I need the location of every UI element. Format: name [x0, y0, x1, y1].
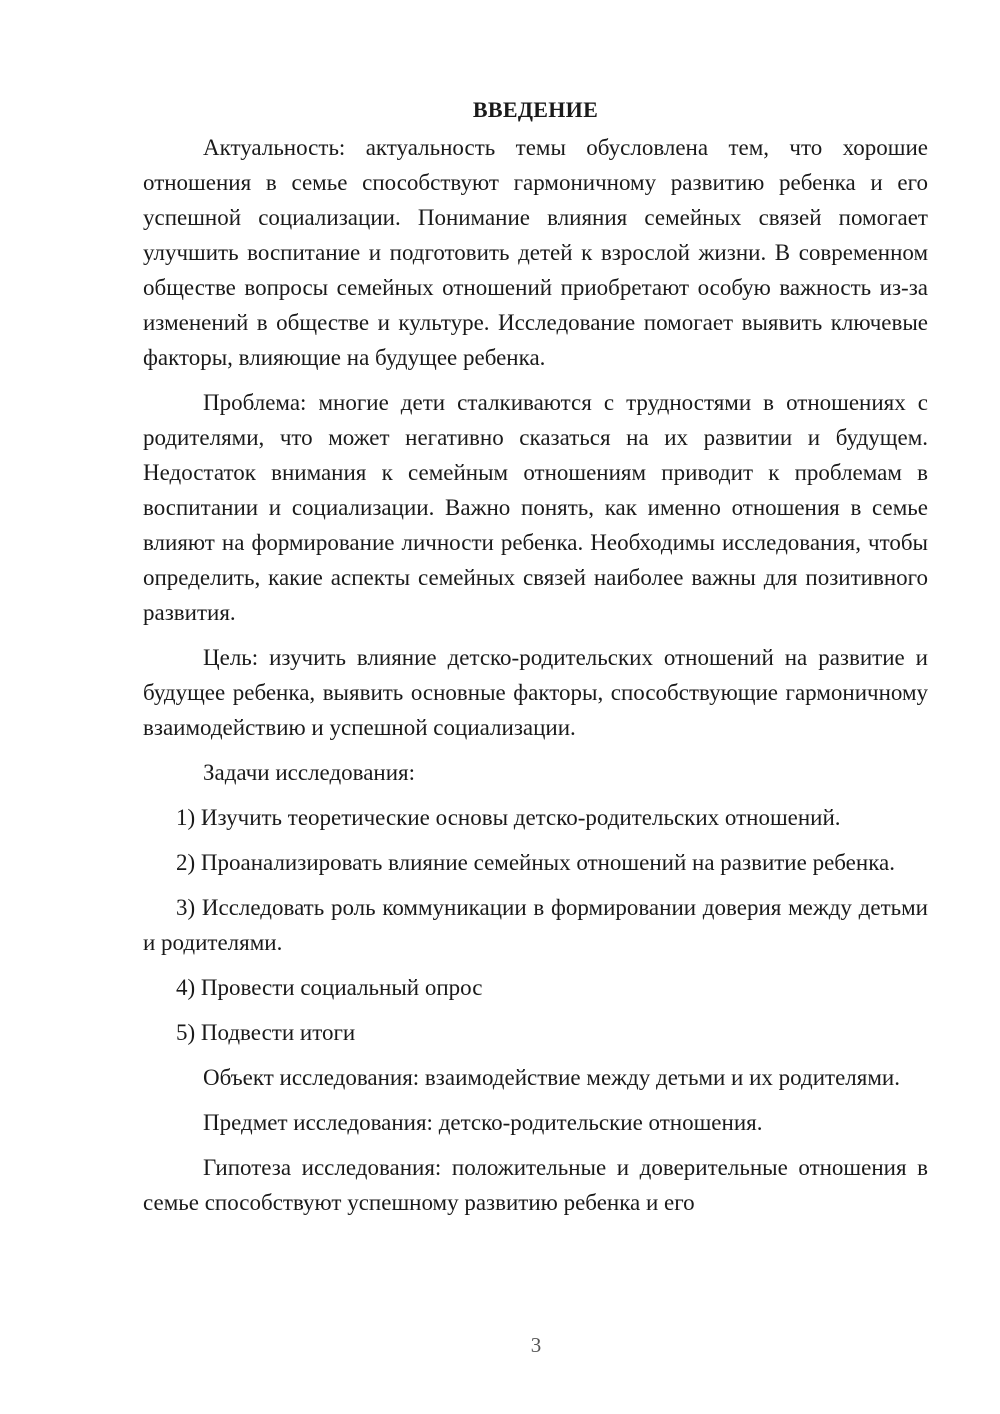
paragraph-problem: Проблема: многие дети сталкиваются с трудностями в отношениях с родителями, что может негативно сказаться на их развитии и будущем. Недостаток внимания к семейным отношениям приводит к проблемам в воспитании и социализации. Важно понять, как именно отношения в семье влияют на формирование личности ребенка. Необходимы исследования, чтобы определить, какие аспекты семейных связей наиболее важны для позитивного развития. [143, 390, 928, 625]
page-number: 3 [530, 1333, 542, 1357]
paragraph-relevance: Актуальность: актуальность темы обусловлена тем, что хорошие отношения в семье способствуют гармоничному развитию ребенка и его успешной социализации. Понимание влияния семейных связей помогает улучшить воспитание и подготовить детей к взрослой жизни. В современном обществе вопросы семейных отношений приобретают особую важность из-за изменений в обществе и культуре. Исследование помогает выявить ключевые факторы, влияющие на будущее ребенка. [143, 135, 928, 370]
task-item-4: 4) Провести социальный опрос [176, 975, 483, 1000]
task-item-1: 1) Изучить теоретические основы детско-родительских отношений. [176, 805, 841, 830]
paragraph-tasks-heading: Задачи исследования: [203, 760, 416, 785]
paragraph-goal: Цель: изучить влияние детско-родительских отношений на развитие и будущее ребенка, выявить основные факторы, способствующие гармоничному взаимодействию и успешной социализации. [143, 645, 928, 740]
section-title: ВВЕДЕНИЕ [472, 97, 599, 122]
paragraph-hypothesis: Гипотеза исследования: положительные и доверительные отношения в семье способствуют успешному развитию ребенка и его [143, 1155, 928, 1215]
task-item-2: 2) Проанализировать влияние семейных отношений на развитие ребенка. [176, 850, 895, 875]
task-item-3: 3) Исследовать роль коммуникации в формировании доверия между детьми и родителями. [143, 895, 928, 955]
paragraph-object: Объект исследования: взаимодействие между детьми и их родителями. [203, 1065, 900, 1090]
page-content [143, 92, 928, 1230]
paragraph-subject: Предмет исследования: детско-родительские отношения. [203, 1110, 763, 1135]
task-item-5: 5) Подвести итоги [176, 1020, 356, 1045]
